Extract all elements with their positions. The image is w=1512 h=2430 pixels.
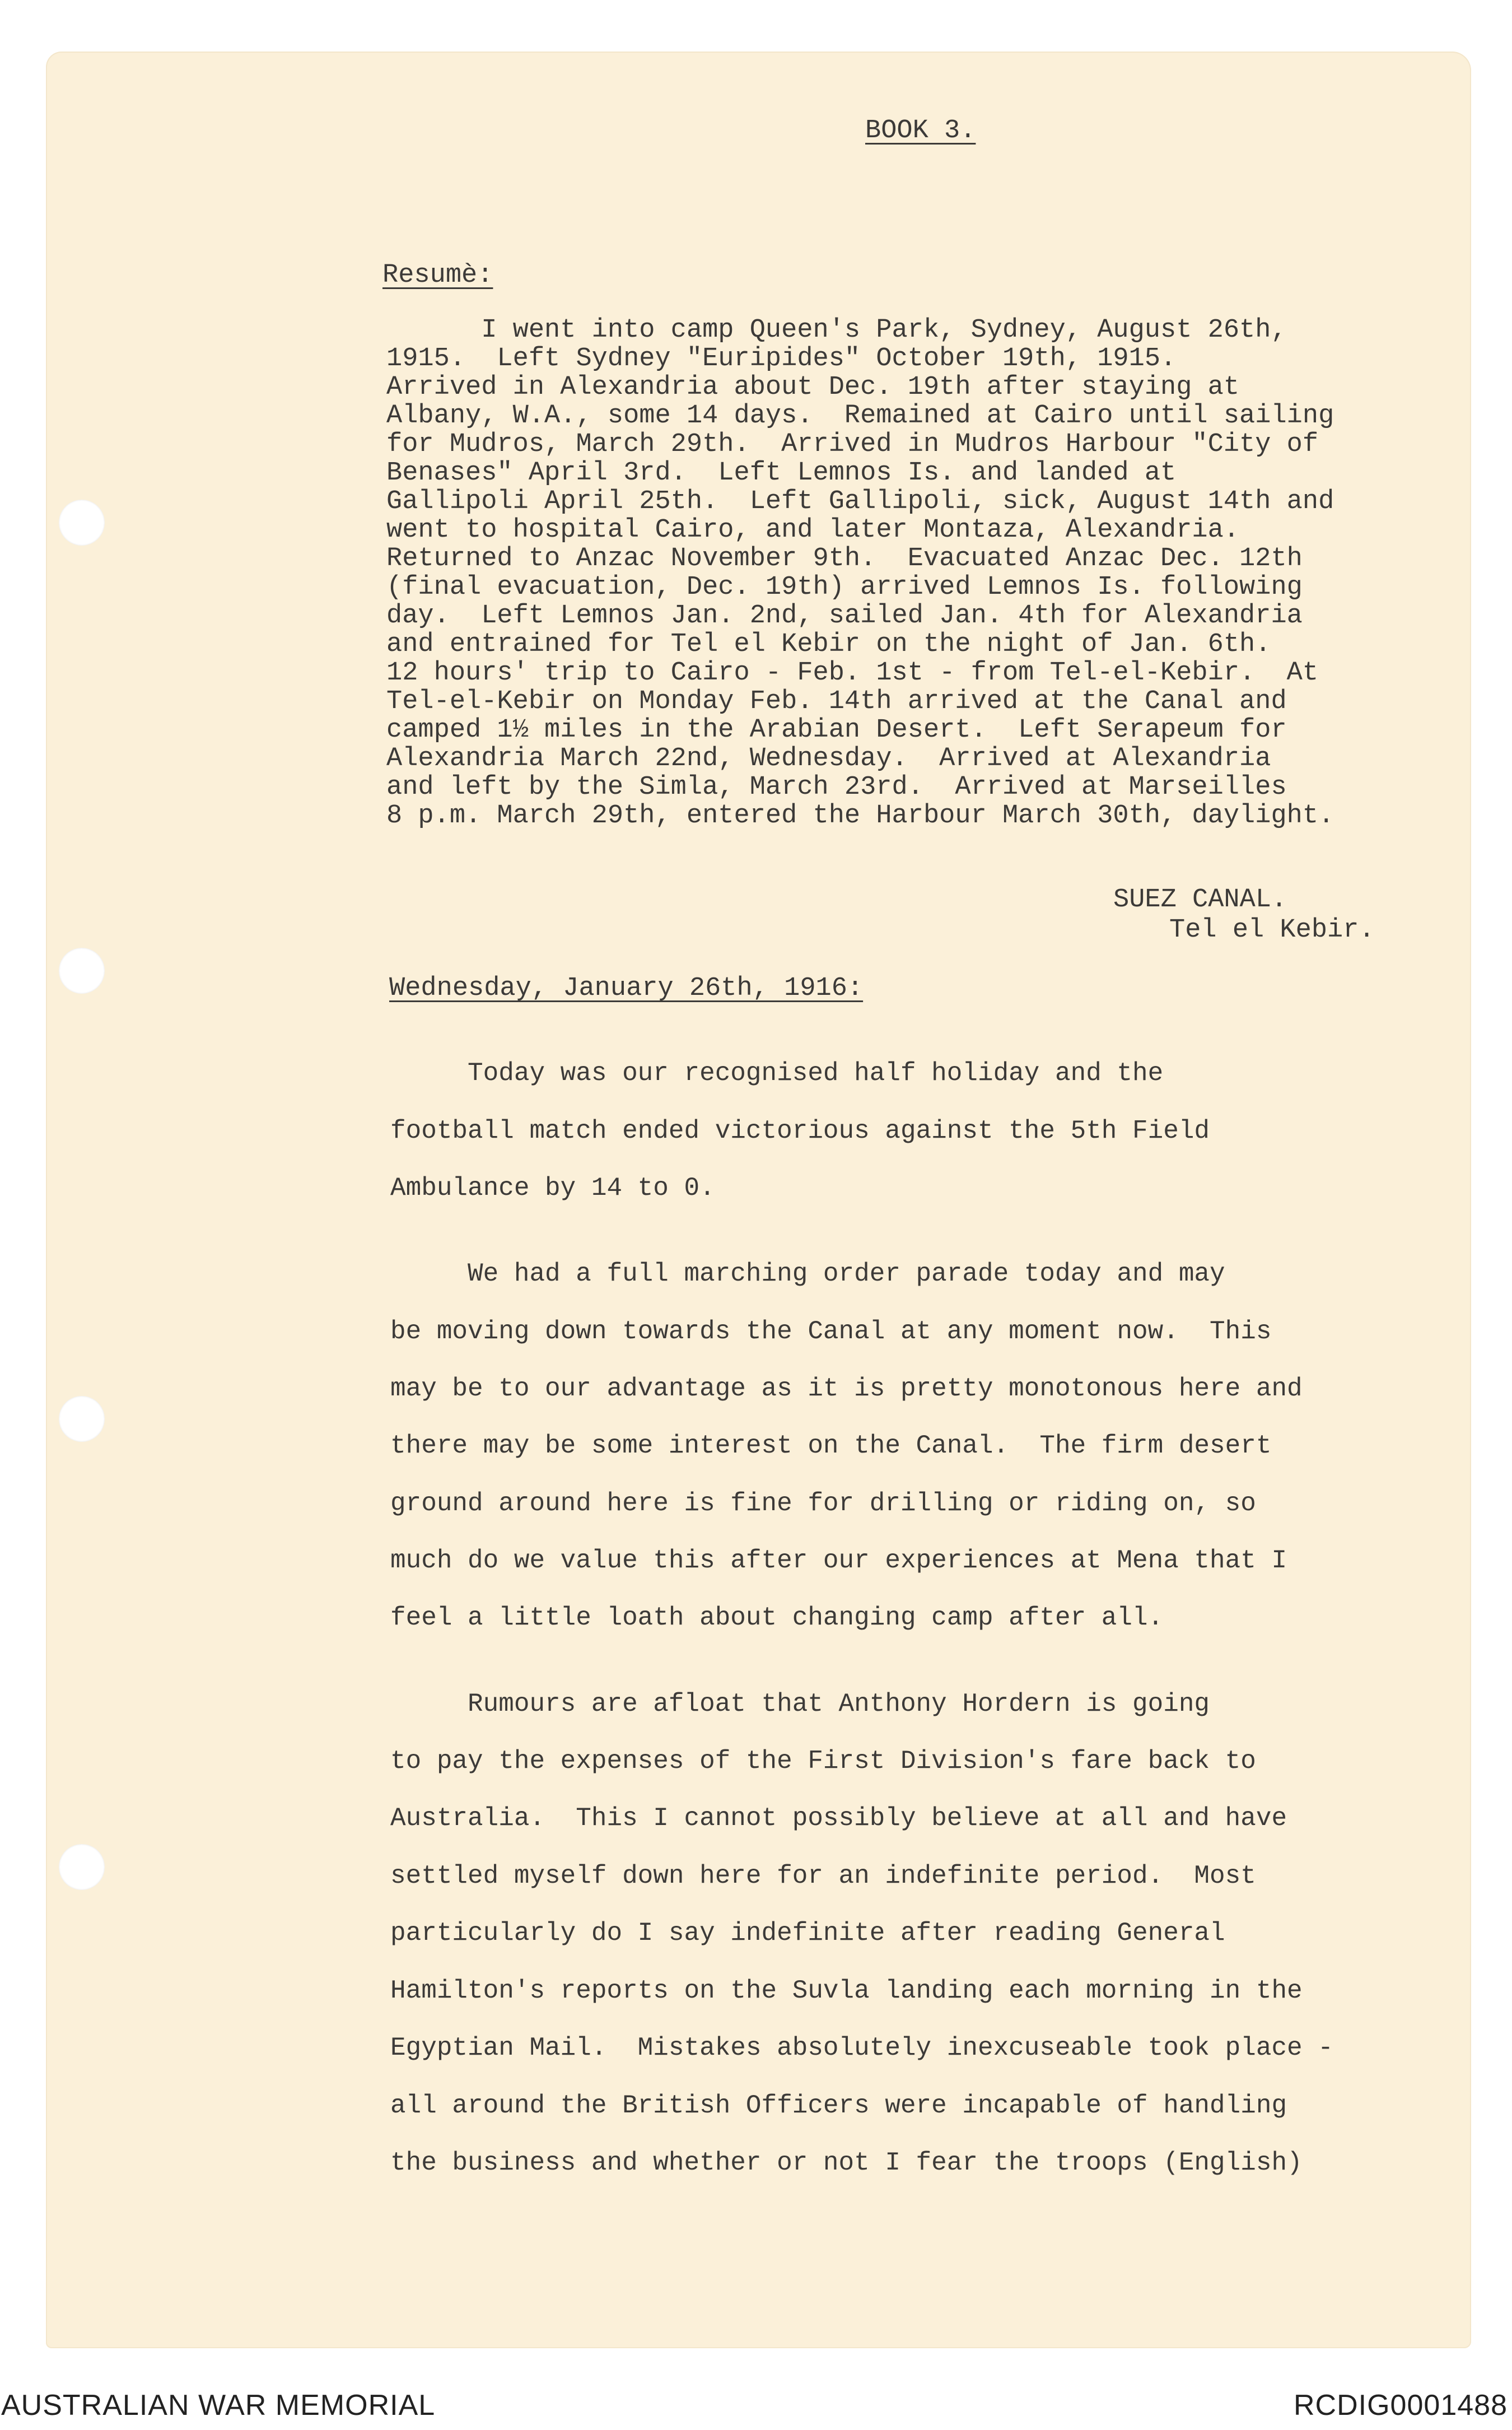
body-line: We had a full marching order parade today and may: [390, 1259, 1225, 1288]
body-line: ground around here is fine for drilling or riding on, so: [390, 1489, 1256, 1518]
footer-institution: AUSTRALIAN WAR MEMORIAL: [1, 2389, 436, 2422]
resume-line: Returned to Anzac November 9th. Evacuated Anzac Dec. 12th: [386, 544, 1303, 574]
resume-line: 8 p.m. March 29th, entered the Harbour March 30th, daylight.: [386, 801, 1334, 831]
body-line: Hamilton's reports on the Suvla landing each morning in the: [390, 1976, 1303, 2005]
book-title: BOOK 3.: [865, 116, 976, 146]
resume-line: (final evacuation, Dec. 19th) arrived Lemnos Is. following: [386, 572, 1303, 602]
diary-entry-date: Wednesday, January 26th, 1916:: [389, 974, 864, 1003]
footer-catalog-id: RCDIG0001488: [1294, 2389, 1508, 2422]
body-line: much do we value this after our experiences at Mena that I: [390, 1546, 1287, 1575]
body-line: all around the British Officers were incapable of handling: [390, 2091, 1287, 2120]
resume-line: Gallipoli April 25th. Left Gallipoli, sick, August 14th and: [386, 487, 1334, 516]
resume-line: camped 1½ miles in the Arabian Desert. Left Serapeum for: [386, 715, 1287, 745]
body-line: Rumours are afloat that Anthony Hordern is going: [390, 1689, 1210, 1719]
resume-line: went to hospital Cairo, and later Montaza, Alexandria.: [386, 515, 1240, 545]
body-line: feel a little loath about changing camp after all.: [390, 1603, 1164, 1632]
body-line: be moving down towards the Canal at any moment now. This: [390, 1317, 1272, 1346]
body-line: football match ended victorious against the 5th Field: [390, 1116, 1210, 1146]
body-line: Ambulance by 14 to 0.: [390, 1174, 715, 1203]
location-subheading: Tel el Kebir.: [1169, 915, 1375, 945]
body-line: particularly do I say indefinite after reading General: [390, 1919, 1225, 1948]
resume-line: Alexandria March 22nd, Wednesday. Arrived at Alexandria: [386, 744, 1271, 774]
body-line: there may be some interest on the Canal. The firm desert: [390, 1431, 1272, 1460]
punch-hole: [59, 1396, 105, 1442]
body-line: the business and whether or not I fear the troops (English): [390, 2148, 1303, 2177]
resume-line: 12 hours' trip to Cairo - Feb. 1st - from Tel-el-Kebir. At: [386, 658, 1319, 688]
punch-hole: [59, 500, 105, 546]
body-line: Egyptian Mail. Mistakes absolutely inexcuseable took place -: [390, 2033, 1333, 2063]
resume-line: day. Left Lemnos Jan. 2nd, sailed Jan. 4th for Alexandria: [386, 601, 1303, 631]
resume-line: Albany, W.A., some 14 days. Remained at Cairo until sailing: [386, 401, 1334, 431]
resume-line: and left by the Simla, March 23rd. Arrived at Marseilles: [386, 772, 1287, 802]
resume-line: and entrained for Tel el Kebir on the night of Jan. 6th.: [386, 630, 1271, 659]
body-line: to pay the expenses of the First Division's fare back to: [390, 1747, 1256, 1776]
resume-line: 1915. Left Sydney "Euripides" October 19th, 1915.: [386, 344, 1177, 374]
resume-line: Tel-el-Kebir on Monday Feb. 14th arrived at the Canal and: [386, 687, 1287, 716]
body-line: Today was our recognised half holiday and the: [390, 1059, 1164, 1088]
resume-line: I went into camp Queen's Park, Sydney, August 26th,: [386, 315, 1287, 345]
punch-hole: [59, 1844, 105, 1890]
body-line: settled myself down here for an indefinite period. Most: [390, 1861, 1256, 1891]
body-line: Australia. This I cannot possibly believe at all and have: [390, 1804, 1287, 1833]
location-heading: SUEZ CANAL.: [1113, 885, 1287, 915]
punch-hole: [59, 948, 105, 994]
resume-line: Benases" April 3rd. Left Lemnos Is. and landed at: [386, 458, 1177, 488]
resume-line: Arrived in Alexandria about Dec. 19th after staying at: [386, 373, 1240, 402]
resume-line: for Mudros, March 29th. Arrived in Mudros Harbour "City of: [386, 430, 1319, 459]
body-line: may be to our advantage as it is pretty monotonous here and: [390, 1374, 1303, 1403]
resume-heading: Resumè:: [382, 260, 493, 290]
